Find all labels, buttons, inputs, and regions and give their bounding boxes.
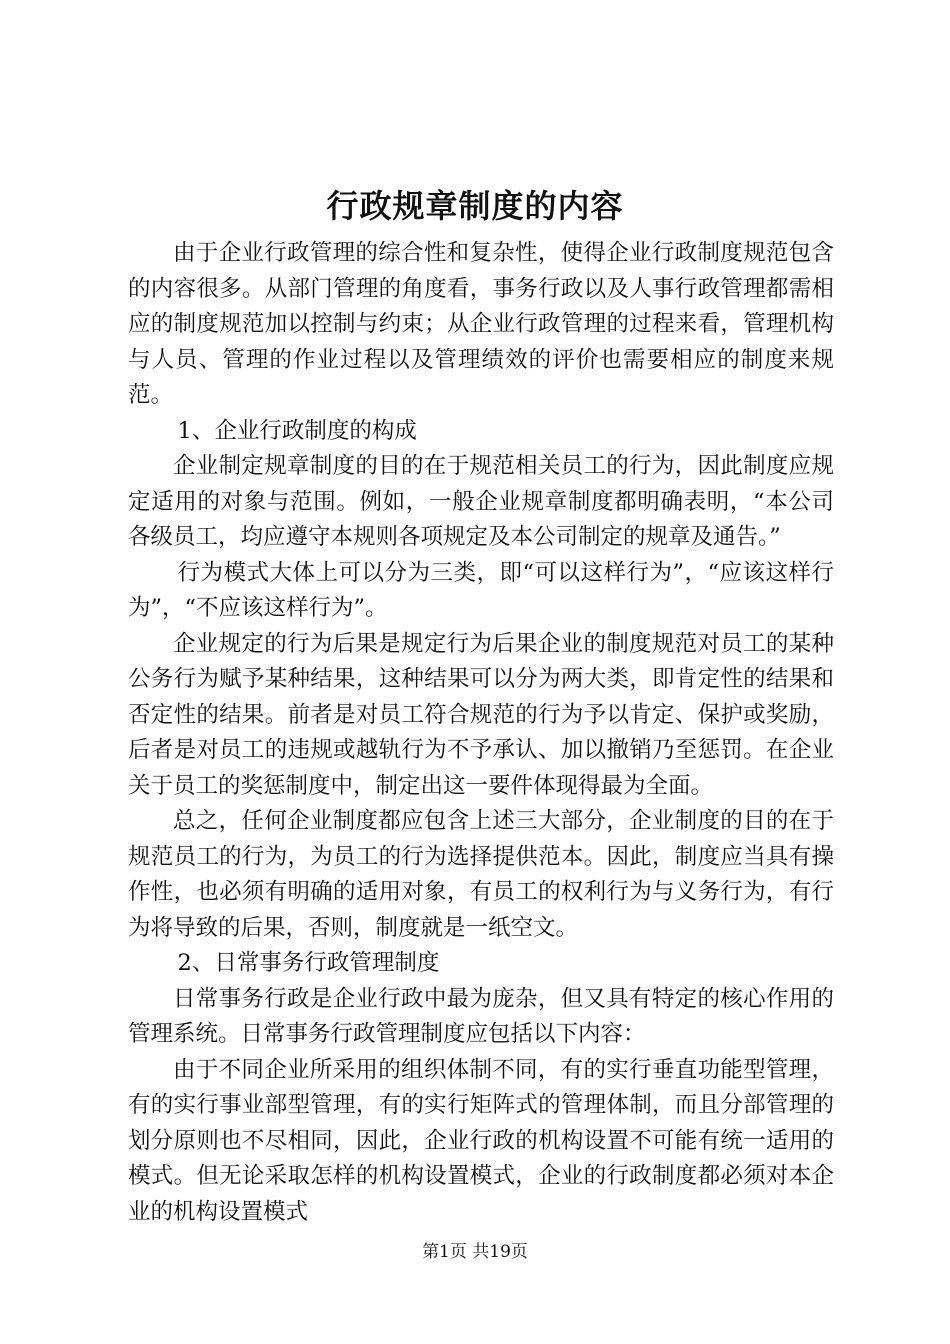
- section-heading-1: 1、企业行政制度的构成: [177, 417, 417, 444]
- paragraph-behavior-modes: 行为模式大体上可以分为三类，即“可以这样行为”，“应该这样行为”，“不应该这样行为”。: [128, 559, 834, 621]
- paragraph-summary: 总之，任何企业制度都应包含上述三大部分，企业制度的目的在于规范员工的行为，为员工的行为选择提供范本。因此，制度应当具有操作性，也必须有明确的适用对象，有员工的权利行为与义务行为，有行为将导致的后果，否则，制度就是一纸空文。: [128, 808, 834, 941]
- paragraph-consequences: 企业规定的行为后果是规定行为后果企业的制度规范对员工的某种公务行为赋予某种结果，这种结果可以分为两大类，即肯定性的结果和否定性的结果。前者是对员工符合规范的行为予以肯定、保护或奖励，后者是对员工的违规或越轨行为不予承认、加以撤销乃至惩罚。在企业关于员工的奖惩制度中，制定出这一要件体现得最为全面。: [128, 630, 834, 799]
- document-body: [128, 236, 834, 1230]
- page-footer: 第1页 共19页: [422, 1242, 528, 1262]
- paragraph-scope: 企业制定规章制度的目的在于规范相关员工的行为，因此制度应规定适用的对象与范围。例如，一般企业规章制度都明确表明，“本公司各级员工，均应遵守本规则各项规定及本公司制定的规章及通告。”: [128, 453, 834, 550]
- section-heading-2: 2、日常事务行政管理制度: [177, 950, 440, 976]
- document-title: 行政规章制度的内容: [326, 187, 624, 225]
- paragraph-org-structure: 由于不同企业所采用的组织体制不同，有的实行垂直功能型管理，有的实行事业部型管理，有的实行矩阵式的管理体制，而且分部管理的划分原则也不尽相同，因此，企业行政的机构设置不可能有统一适用的模式。但无论采取怎样的机构设置模式，企业的行政制度都必须对本企业的机构设置模式: [128, 1056, 834, 1225]
- paragraph-intro: 由于企业行政管理的综合性和复杂性，使得企业行政制度规范包含的内容很多。从部门管理的角度看，事务行政以及人事行政管理都需相应的制度规范加以控制与约束；从企业行政管理的过程来看，管理机构与人员、管理的作业过程以及管理绩效的评价也需要相应的制度来规范。: [128, 240, 834, 408]
- paragraph-daily-admin: 日常事务行政是企业行政中最为庞杂，但又具有特定的核心作用的管理系统。日常事务行政管理制度应包括以下内容：: [128, 985, 834, 1047]
